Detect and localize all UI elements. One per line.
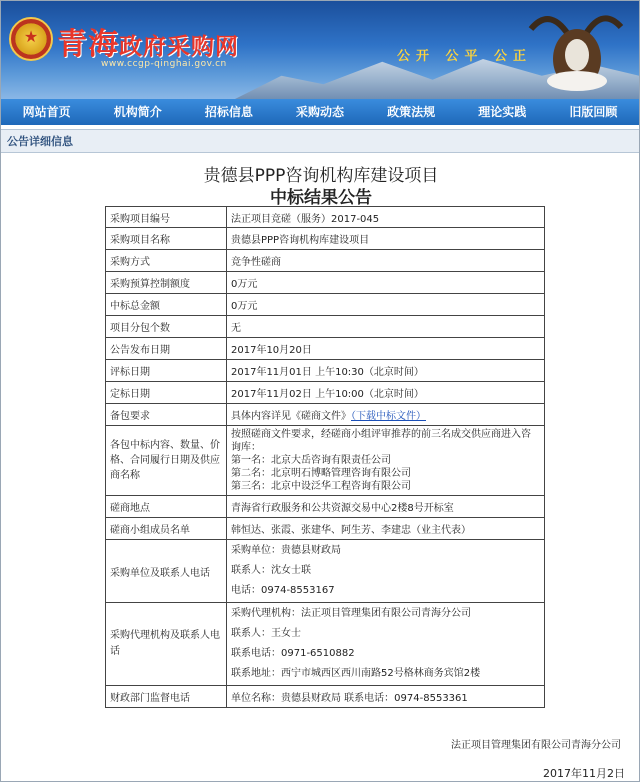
yak-skull-graphic xyxy=(521,9,631,97)
purchaser-phone: 电话：0974-8553167 xyxy=(231,585,335,596)
row-value xyxy=(227,603,545,686)
row-value: 韩恒达、张霞、张建华、阿生芳、李建忠（业主代表） xyxy=(227,518,545,540)
row-label: 磋商小组成员名单 xyxy=(106,518,227,540)
row-label: 公告发布日期 xyxy=(106,338,227,360)
row-label: 各包中标内容、数量、价格、合同履行日期及供应商名称 xyxy=(106,426,227,496)
table-row xyxy=(106,250,545,272)
site-logo-title[interactable]: 青海政府采购网 xyxy=(57,27,239,62)
nav-item-home[interactable]: 网站首页 xyxy=(22,105,71,119)
table-row xyxy=(106,338,545,360)
row-label: 项目分包个数 xyxy=(106,316,227,338)
winner-2: 第二名：北京明石博略管理咨询有限公司 xyxy=(231,468,411,479)
table-row xyxy=(106,207,545,228)
row-label: 磋商地点 xyxy=(106,496,227,518)
row-label: 财政部门监督电话 xyxy=(106,686,227,708)
agency-phone: 联系电话：0971-6510882 xyxy=(231,648,355,659)
row-value: 单位名称：贵德县财政局 联系电话：0974-8553361 xyxy=(227,686,545,708)
row-value xyxy=(227,426,545,496)
row-label: 采购项目编号 xyxy=(106,207,227,228)
row-value: 2017年10月20日 xyxy=(227,338,545,360)
row-value: 法正项目竞磋（服务）2017-045 xyxy=(227,207,545,228)
main-nav xyxy=(1,99,639,125)
row-label: 采购单位及联系人电话 xyxy=(106,540,227,603)
nav-item-old-version[interactable]: 旧版回顾 xyxy=(569,105,618,119)
row-value: 青海省行政服务和公共资源交易中心2楼8号开标室 xyxy=(227,496,545,518)
row-value: 2017年11月02日 上午10:00（北京时间） xyxy=(227,382,545,404)
row-label: 采购预算控制额度 xyxy=(106,272,227,294)
agency-contact: 联系人：王女士 xyxy=(231,628,301,639)
download-file-link[interactable]: （下载中标文件） xyxy=(351,411,426,422)
table-row xyxy=(106,426,545,496)
nav-item-policy[interactable]: 政策法规 xyxy=(387,105,436,119)
table-row xyxy=(106,316,545,338)
nav-item-tenders[interactable]: 招标信息 xyxy=(204,105,253,119)
row-label: 备包要求 xyxy=(106,404,227,426)
row-value xyxy=(227,404,545,426)
nav-item-news[interactable]: 采购动态 xyxy=(295,105,344,119)
section-header xyxy=(1,129,639,153)
site-banner xyxy=(1,1,639,99)
site-motto: 公开 公平 公正 xyxy=(397,49,533,64)
table-row xyxy=(106,360,545,382)
row-label: 中标总金额 xyxy=(106,294,227,316)
row-value xyxy=(227,540,545,603)
table-row xyxy=(106,404,545,426)
row-label: 评标日期 xyxy=(106,360,227,382)
table-row xyxy=(106,228,545,250)
table-row xyxy=(106,518,545,540)
table-row xyxy=(106,294,545,316)
national-emblem-icon: ★ xyxy=(9,17,53,61)
winner-1: 第一名：北京大岳咨询有限责任公司 xyxy=(231,455,391,466)
row-value: 竞争性磋商 xyxy=(227,250,545,272)
agency-name: 采购代理机构：法正项目管理集团有限公司青海分公司 xyxy=(231,608,471,619)
notice-table xyxy=(105,206,545,708)
site-url: www.ccgp-qinghai.gov.cn xyxy=(101,59,227,69)
agency-address: 联系地址：西宁市城西区西川南路52号格林商务宾馆2楼 xyxy=(231,668,481,679)
row-value: 无 xyxy=(227,316,545,338)
row-label: 采购项目名称 xyxy=(106,228,227,250)
purchaser-unit: 采购单位：贵德县财政局 xyxy=(231,545,341,556)
requirement-text: 具体内容详见《磋商文件》 xyxy=(231,411,351,422)
row-value: 2017年11月01日 上午10:30（北京时间） xyxy=(227,360,545,382)
notice-title: 贵德县PPP咨询机构库建设项目 xyxy=(203,166,439,186)
table-row xyxy=(106,603,545,686)
purchaser-contact: 联系人：沈女士联 xyxy=(231,565,311,576)
table-row xyxy=(106,496,545,518)
table-row xyxy=(106,540,545,603)
nav-item-practice[interactable]: 理论实践 xyxy=(478,105,527,119)
row-value: 贵德县PPP咨询机构库建设项目 xyxy=(227,228,545,250)
table-row xyxy=(106,686,545,708)
row-label: 采购代理机构及联系人电话 xyxy=(106,603,227,686)
winners-intro: 按照磋商文件要求，经磋商小组评审推荐的前三名成交供应商进入咨询库： xyxy=(231,429,531,453)
notice-date: 2017年11月2日 xyxy=(543,767,625,780)
table-row xyxy=(106,382,545,404)
row-label: 采购方式 xyxy=(106,250,227,272)
notice-subtitle: 中标结果公告 xyxy=(270,188,372,208)
table-row xyxy=(106,272,545,294)
winner-3: 第三名：北京中设泛华工程咨询有限公司 xyxy=(231,481,411,492)
section-title: 公告详细信息 xyxy=(7,135,73,148)
row-value: 0万元 xyxy=(227,272,545,294)
nav-item-about[interactable]: 机构简介 xyxy=(113,105,162,119)
notice-signer: 法正项目管理集团有限公司青海分公司 xyxy=(451,740,621,751)
row-value: 0万元 xyxy=(227,294,545,316)
row-label: 定标日期 xyxy=(106,382,227,404)
